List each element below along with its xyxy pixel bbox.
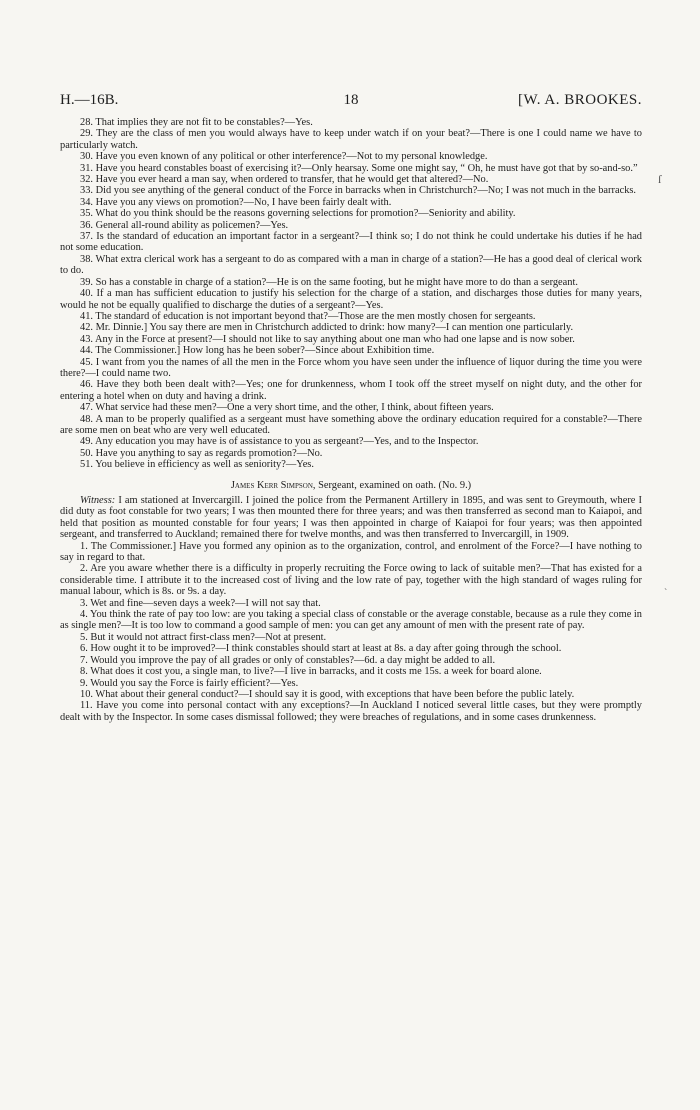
witness-statement-text: I am stationed at Invercargill. I joined the police from the Permanent Artillery in 1895, and was sent to Greymouth, where I did duty as foot constable for two years; I was then mounted there for three years; and was then transferred as second man to Kaiapoi, and held that position as mounted constable for four years; I was then appointed in charge of Kaiapoi for four years; was then appointed sergeant, and transferred to Auckland; remained there for twelve months, and was then transferred to Invercargill, in 1909. <box>60 495 642 541</box>
qa-paragraph: 37. Is the standard of education an important factor in a sergeant?—I think so; I do not think he could undertake his duties if he had not some education. <box>60 231 642 254</box>
qa-paragraph: 11. Have you come into personal contact with any exceptions?—In Auckland I noticed several little cases, but they were promptly dealt with by the Inspector. In some cases dismissal followed; they were breaches of regulations, and in some cases drunkenness. <box>60 700 642 723</box>
qa-paragraph: 51. You believe in efficiency as well as seniority?—Yes. <box>80 459 314 471</box>
qa-paragraph: 1. The Commissioner.] Have you formed any opinion as to the organization, control, and enrolment of the Force?—I have nothing to say in regard to that. <box>60 540 642 564</box>
qa-paragraph: 33. Did you see anything of the general conduct of the Force in barracks when in Christchurch?—No; I was not much in the barracks. <box>80 185 637 197</box>
qa-paragraph: 40. If a man has sufficient education to justify his selection for the charge of a station, and discharges those duties for many years, would he not be equally qualified to discharge the duties of a sergeant?—Yes. <box>60 288 642 311</box>
qa-paragraph: 39. So has a constable in charge of a station?—He is on the same footing, but he might have more to do than a sergeant. <box>80 276 578 288</box>
qa-paragraph: 34. Have you any views on promotion?—No, I have been fairly dealt with. <box>80 196 392 208</box>
witness-statement <box>60 495 642 541</box>
qa-paragraph: 28. That implies they are not fit to be constables?—Yes. <box>80 117 313 128</box>
qa-paragraph: 47. What service had these men?—One a very short time, and the other, I think, about fifteen years. <box>80 402 494 414</box>
qa-paragraph: 8. What does it cost you, a single man, to live?—I live in barracks, and it costs me 15s. a week for board alone. <box>80 666 542 678</box>
witness-running-head: [W. A. BROOKES. <box>517 92 642 108</box>
qa-paragraph: 2. Are you aware whether there is a difficulty in properly recruiting the Force owing to lack of suitable men?—That has existed for a considerable time. I attribute it to the increased cost of living and the low rate of pay, together with the high standard of wages ruling for manual labour, which is 8s. or 9s. a day. <box>60 563 642 598</box>
witness-heading-details: , Sergeant, examined on oath. (No. 9.) <box>312 479 472 491</box>
witness-name: James Kerr Simpson <box>230 479 313 491</box>
witness-label: Witness: <box>80 495 116 506</box>
qa-paragraph: 44. The Commissioner.] How long has he been sober?—Since about Exhibition time. <box>80 345 435 357</box>
margin-mark: ` <box>664 588 668 599</box>
qa-paragraph: 32. Have you ever heard a man say, when ordered to transfer, that he would get that altered?—No. <box>80 174 489 186</box>
qa-paragraph: 30. Have you even known of any political or other interference?—Not to my personal knowledge. <box>80 151 488 163</box>
testimony-body <box>60 117 642 723</box>
qa-paragraph: 36. General all-round ability as policemen?—Yes. <box>80 219 289 231</box>
report-code: H.—16B. <box>60 92 119 108</box>
qa-paragraph: 48. A man to be properly qualified as a sergeant must have something above the ordinary education required for a constable?—There are some men on beat who are very well educated. <box>60 413 642 436</box>
qa-paragraph: 5. But it would not attract first-class men?—Not at present. <box>80 631 327 643</box>
qa-paragraph: 43. Any in the Force at present?—I should not like to say anything about one man who had one lapse and is now sober. <box>80 333 575 345</box>
qa-paragraph: 3. Wet and fine—seven days a week?—I will not say that. <box>80 597 321 609</box>
margin-mark: ſ <box>658 172 662 186</box>
qa-paragraph: 35. What do you think should be the reasons governing selections for promotion?—Seniority and ability. <box>80 208 516 220</box>
qa-paragraph: 29. They are the class of men you would always have to keep under watch if on your beat?—There is one I could name we have to particularly watch. <box>60 128 642 151</box>
qa-paragraph: 41. The standard of education is not important beyond that?—Those are the men mostly chosen for sergeants. <box>80 310 536 322</box>
qa-paragraph: 31. Have you heard constables boast of exercising it?—Only hearsay. Some one might say, “ Oh, he must have got that by so-and-so.” <box>80 162 638 174</box>
qa-paragraph: 10. What about their general conduct?—I should say it is good, with exceptions that have been before the public lately. <box>80 688 575 700</box>
qa-paragraph: 6. How ought it to be improved?—I think constables should start at least at 8s. a day after going through the school. <box>80 643 562 655</box>
qa-paragraph: 46. Have they both been dealt with?—Yes; one for drunkenness, whom I took off the street myself on night duty, and the other for entering a hotel when on duty and having a drink. <box>60 379 642 402</box>
qa-paragraph: 38. What extra clerical work has a sergeant to do as compared with a man in charge of a station?—He has a good deal of clerical work to do. <box>60 253 642 277</box>
page-header <box>60 89 642 111</box>
qa-paragraph: 50. Have you anything to say as regards promotion?—No. <box>80 447 323 459</box>
qa-paragraph: 4. You think the rate of pay too low: are you taking a special class of constable or the average constable, because as a rule they come in as single men?—It is too low to command a good sample of men: you can get any amount of men with the present rate of pay. <box>60 609 642 632</box>
qa-paragraph: 9. Would you say the Force is fairly efficient?—Yes. <box>80 677 299 689</box>
qa-paragraph: 49. Any education you may have is of assistance to you as sergeant?—Yes, and to the Inspector. <box>80 436 479 448</box>
qa-paragraph: 42. Mr. Dinnie.] You say there are men in Christchurch addicted to drink: how many?—I can mention one particularly. <box>80 322 574 334</box>
witness-heading <box>60 480 642 491</box>
page-number: 18 <box>343 92 359 108</box>
qa-paragraph: 7. Would you improve the pay of all grades or only of constables?—6d. a day might be added to all. <box>80 654 496 666</box>
qa-paragraph: 45. I want from you the names of all the men in the Force whom you have seen under the influence of liquor during the time you were there?—I could name two. <box>60 356 642 379</box>
